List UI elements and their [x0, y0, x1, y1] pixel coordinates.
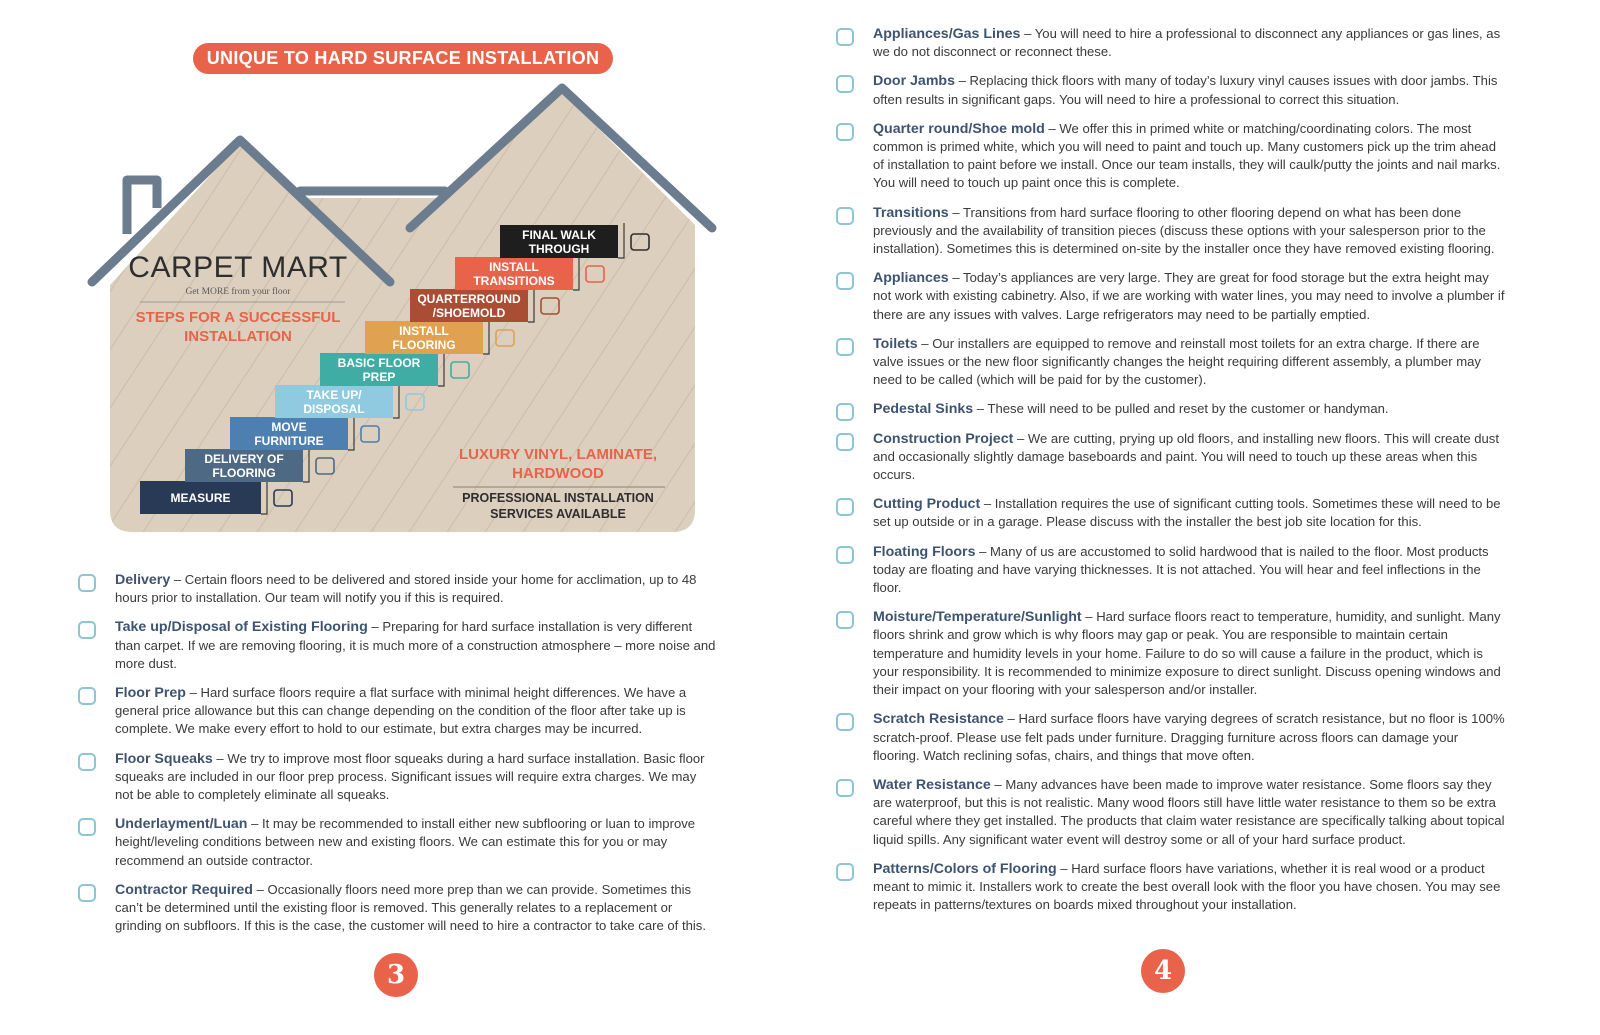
item-title: Delivery [115, 572, 171, 588]
item-title: Contractor Required [115, 881, 253, 898]
checklist-item [836, 495, 1506, 531]
step-label: MEASURE [170, 491, 231, 505]
checklist-item [836, 710, 1506, 765]
checklist-item [78, 815, 718, 870]
checkbox[interactable] [78, 818, 96, 836]
checklist-item [78, 750, 718, 805]
step-label: PREP [362, 370, 396, 384]
step-label: TAKE UP/ [306, 388, 362, 402]
step-label: INSTALL [399, 324, 449, 338]
item-description: – You will need to hire a professional to disconnect any appliances or gas lines, as we do not disconnect or reconnect these. [873, 26, 1501, 60]
checkbox[interactable] [836, 433, 854, 451]
step-label: TRANSITIONS [473, 274, 555, 288]
item-title: Floating Floors [873, 543, 976, 560]
checkbox[interactable] [836, 75, 854, 93]
item-description: – We are cutting, prying up old floors, and installing new floors. This will create dust and occasionally slightly damage baseboards and paint. You will need to touch up these areas when this occurs. [873, 430, 1499, 483]
products-line-1: LUXURY VINYL, LAMINATE, [458, 446, 658, 463]
item-title: Construction Project [873, 430, 1014, 447]
item-title: Moisture/Temperature/Sunlight [873, 609, 1082, 626]
installation-steps-house-illustration [80, 78, 730, 538]
step-label: MOVE [271, 420, 307, 434]
right-checklist [836, 25, 1506, 925]
item-description: – Occasionally floors need more prep than we can provide. Sometimes this can’t be determined until the existing floor is removed. This generally relates to a replacement or grinding on subfloors. If this is the case, the customer will need to hire a contractor to take care of this. [115, 881, 706, 934]
checklist-item [836, 543, 1506, 598]
item-description: – These will need to be pulled and reset by the customer or handyman. [973, 401, 1389, 417]
services-line-2: SERVICES AVAILABLE [490, 507, 626, 521]
item-description: – Replacing thick floors with many of today’s luxury vinyl causes issues with door jambs. This often results in significant gaps. You will need to hire a professional to correct this situation. [873, 73, 1498, 107]
checklist-item [78, 571, 718, 607]
item-description: – Certain floors need to be delivered and stored inside your home for acclimation, up to 48 hours prior to installation. Our team will notify you if this is required. [115, 572, 697, 606]
item-title: Appliances [873, 270, 949, 287]
item-title: Take up/Disposal of Existing Flooring [115, 619, 368, 636]
checkbox[interactable] [836, 28, 854, 46]
item-title: Underlayment/Luan [115, 816, 248, 833]
checklist-item [836, 25, 1506, 61]
checkbox[interactable] [836, 779, 854, 797]
item-description: – Transitions from hard surface flooring to other flooring depend on what has been done previously and the availability of transition pieces (discuss these options with your salesperson prior to the installation). Sometimes this is determined on-site by the installer once they have removed existing flooring. [873, 204, 1495, 257]
step-label: FLOORING [212, 466, 276, 480]
checkbox[interactable] [78, 687, 96, 705]
checkbox[interactable] [836, 403, 854, 421]
step-label: DISPOSAL [303, 402, 365, 416]
step-label: /SHOEMOLD [432, 306, 506, 320]
checkbox[interactable] [836, 863, 854, 881]
checkbox[interactable] [836, 498, 854, 516]
checklist-item [78, 881, 718, 936]
item-description: – Hard surface floors have variations, whether it is real wood or a product meant to mimic it. Installers work to create the best overall look with the floor you have chosen. You may see repeats in patterns/textures on boards mixed throughout your installation. [873, 860, 1501, 913]
item-title: Door Jambs [873, 73, 955, 90]
step-label: QUARTERROUND [417, 292, 521, 306]
item-title: Floor Squeaks [115, 750, 213, 767]
checklist-item [836, 776, 1506, 849]
checkbox[interactable] [836, 611, 854, 629]
checklist-item [836, 72, 1506, 108]
checklist-item [836, 608, 1506, 699]
checklist-item [836, 204, 1506, 259]
checklist-item [836, 860, 1506, 915]
checkbox[interactable] [836, 546, 854, 564]
checklist-item [836, 335, 1506, 390]
carpet-mart-logo: CARPET MART [128, 251, 348, 284]
products-line-2: HARDWOOD [512, 465, 604, 482]
steps-title-line-1: STEPS FOR A SUCCESSFUL [135, 309, 341, 326]
step-label: FINAL WALK [522, 228, 596, 242]
services-line-1: PROFESSIONAL INSTALLATION [462, 491, 654, 505]
item-description: – We offer this in primed white or matching/coordinating colors. The most common is primed white, which you will need to paint and touch up. Many customers pick up the trim ahead of installation to paint before we install. Once our team installs, they will caulk/putty the joints and nail marks. You will need to touch up paint once this is complete. [873, 120, 1501, 191]
item-description: – It may be recommended to install either new subflooring or luan to improve height/leveling conditions between new and existing floors. We can estimate this for you or may recommend an outside contractor. [115, 816, 696, 868]
checklist-item [836, 430, 1506, 485]
item-title: Cutting Product [873, 496, 981, 513]
checkbox[interactable] [836, 207, 854, 225]
checkbox[interactable] [78, 884, 96, 902]
page-number-right: 4 [1141, 949, 1185, 993]
item-description: – Our installers are equipped to remove and reinstall most toilets for an extra charge. If there are valve issues or the new floor significantly changes the height requiring different assembly, a plumber may need to be called (which will be paid for by the customer). [873, 335, 1481, 388]
step-label: INSTALL [489, 260, 539, 274]
item-title: Patterns/Colors of Flooring [873, 860, 1057, 877]
checklist-item [78, 618, 718, 673]
step-label: BASIC FLOOR [337, 356, 421, 370]
steps-title-line-2: INSTALLATION [184, 328, 292, 345]
item-description: – Installation requires the use of significant cutting tools. Sometimes these will need to be set up outside or in a garage. Please discuss with the installer the best job site location for this. [873, 496, 1501, 530]
item-title: Toilets [873, 335, 918, 352]
item-description: – Many of us are accustomed to solid hardwood that is nailed to the floor. Most products today are floating and have varying thicknesses. It is not attached. You will hear and feel inflections in the floor. [873, 543, 1489, 596]
checklist-item [836, 400, 1506, 418]
item-title: Appliances/Gas Lines [873, 26, 1021, 42]
item-description: – Hard surface floors react to temperature, humidity, and sunlight. Many floors shrink and grow which is why floors may gap or peak. You are responsible to maintain certain temperature and humidity levels in your home. Failure to do so will cause a failure in the product, which is your responsibility. It is recommended to minimize exposure to direct sunlight. Discuss opening windows and their impact on your flooring with your salesperson and/or installer. [873, 609, 1501, 698]
item-title: Floor Prep [115, 685, 186, 702]
checkbox[interactable] [836, 123, 854, 141]
step-label: THROUGH [528, 242, 590, 256]
step-label: FLOORING [392, 338, 456, 352]
brand-tagline: Get MORE from your floor [185, 287, 291, 297]
checklist-item [836, 269, 1506, 324]
item-description: – We try to improve most floor squeaks during a hard surface installation. Basic floor squeaks are included in our floor prep process. Significant issues will require extra charges. We may not be able to completely eliminate all squeaks. [115, 750, 705, 803]
item-title: Scratch Resistance [873, 711, 1004, 728]
item-title: Pedestal Sinks [873, 401, 974, 418]
item-description: – Hard surface floors have varying degrees of scratch resistance, but no floor is 100% scratch-proof. Please use felt pads under furniture. Dragging furniture across floors can damage your flooring. Watch reclining sofas, chairs, and things that move often. [873, 711, 1505, 763]
checkbox[interactable] [836, 272, 854, 290]
item-title: Quarter round/Shoe mold [873, 120, 1045, 137]
checkbox[interactable] [78, 753, 96, 771]
section-header-pill: UNIQUE TO HARD SURFACE INSTALLATION [193, 43, 613, 74]
item-description: – Many advances have been made to improve water resistance. Some floors say they are waterproof, but this is not realistic. Many wood floors still have little water resistance to them so be extra careful where they get installed. The products that claim water resistance are specifically talking about topical liquid spills. Any significant water event will destroy some or all of your hard surface product. [873, 776, 1505, 847]
page-number-left: 3 [374, 953, 418, 997]
checkbox[interactable] [78, 574, 96, 592]
left-checklist [78, 571, 718, 946]
item-title: Water Resistance [873, 776, 991, 793]
checkbox[interactable] [78, 621, 96, 639]
item-description: – Hard surface floors require a flat surface with minimal height differences. We have a general price allowance but this can change depending on the condition of the floor after take up is complete. We make every effort to hold to our estimate, but extra charges may be incurred. [115, 685, 687, 737]
checklist-item [836, 120, 1506, 193]
step-label: FURNITURE [254, 434, 324, 448]
item-description: – Today’s appliances are very large. They are great for food storage but the extra height may not work with existing cabinetry. Also, if we are working with water lines, you may need to involve a plumber if there are any issues with valves. Large refrigerators may need to be partially emptied. [873, 270, 1505, 322]
checklist-item [78, 684, 718, 739]
checkbox[interactable] [836, 713, 854, 731]
step-label: DELIVERY OF [204, 452, 284, 466]
checkbox[interactable] [836, 338, 854, 356]
item-title: Transitions [873, 204, 949, 221]
item-description: – Preparing for hard surface installation is very different than carpet. If we are removing flooring, it is much more of a construction atmosphere – more noise and more dust. [115, 619, 716, 671]
